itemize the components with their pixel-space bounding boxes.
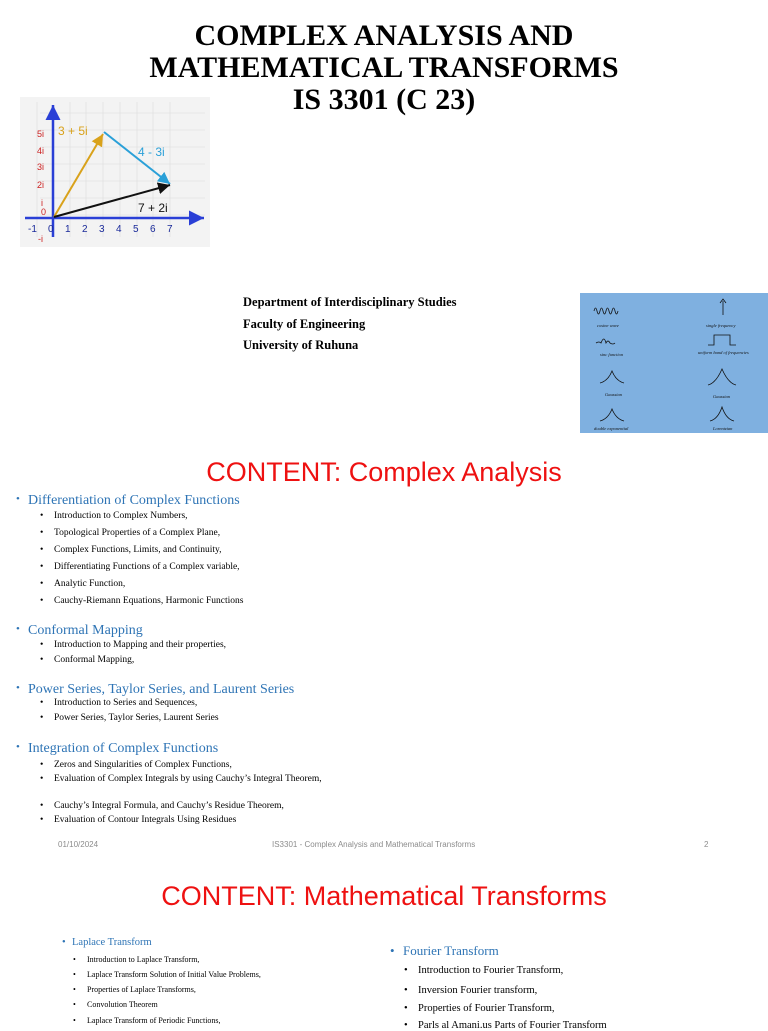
course-title-line-1: COMPLEX ANALYSIS AND <box>194 19 574 52</box>
section-heading-power-series: • Power Series, Taylor Series, and Laurent Series <box>28 682 294 698</box>
x-label-1: 1 <box>65 224 71 235</box>
footer-course: IS3301 - Complex Analysis and Mathematical Transforms <box>272 840 476 849</box>
label-uniform-band: uniform band of frequencies <box>698 350 749 355</box>
label-4-minus-3i: 4 - 3i <box>138 145 165 159</box>
complex-plane-figure <box>20 97 210 247</box>
slide-title: CONTENT: Mathematical Transforms <box>161 881 607 911</box>
course-code: IS 3301 (C 23) <box>292 83 476 116</box>
list-item: • Cauchy-Riemann Equations, Harmonic Functions <box>54 596 354 608</box>
department-name: Department of Interdisciplinary Studies <box>243 295 457 309</box>
x-label-6: 6 <box>150 224 156 235</box>
department-block <box>243 292 457 357</box>
section-heading-fourier: • Fourier Transform <box>403 943 499 959</box>
section-heading-differentiation: • Differentiation of Complex Functions <box>28 493 240 509</box>
section-heading-laplace: • Laplace Transform <box>72 937 152 948</box>
label-7-plus-2i: 7 + 2i <box>138 201 168 215</box>
label-gaussian-right: Gaussian <box>713 394 731 399</box>
list-item: • Properties of Fourier Transform, <box>418 1003 555 1014</box>
footer-date: 01/10/2024 <box>58 840 99 849</box>
label-single-frequency: single frequency <box>706 323 736 328</box>
list-item: • Properties of Laplace Transforms, <box>87 985 196 994</box>
faculty-name: Faculty of Engineering <box>243 316 366 331</box>
x-label-3: 3 <box>99 224 105 235</box>
section-heading-integration: • Integration of Complex Functions <box>28 741 218 757</box>
list-item: • Complex Functions, Limits, and Continuity, <box>54 545 354 557</box>
list-item: • Topological Properties of a Complex Plane, <box>54 528 354 540</box>
content-slide-complex-analysis <box>0 440 768 860</box>
x-label-2: 2 <box>82 224 88 235</box>
label-gaussian-left: Gaussian <box>605 392 623 397</box>
list-item: • Cauchy’s Integral Formula, and Cauchy’s Residue Theorem, <box>54 801 354 813</box>
list-item: • Conformal Mapping, <box>54 655 354 667</box>
y-label-neg-i: -i <box>38 234 43 244</box>
title-slide <box>0 0 768 440</box>
x-label--1: -1 <box>28 224 37 235</box>
list-item: • Introduction to Series and Sequences, <box>54 698 354 710</box>
slide-title: CONTENT: Complex Analysis <box>206 457 562 487</box>
y-label-i: i <box>41 198 43 208</box>
y-label-4i: 4i <box>37 146 45 156</box>
list-item: • Laplace Transform Solution of Initial Value Problems, <box>87 970 261 979</box>
x-label-0: 0 <box>48 224 54 235</box>
content-slide-mathematical-transforms <box>0 860 768 1031</box>
list-item: • Introduction to Complex Numbers, <box>54 511 354 523</box>
y-label-3i: 3i <box>37 162 45 172</box>
list-item: • Introduction to Mapping and their properties, <box>54 640 354 652</box>
x-label-7: 7 <box>167 224 173 235</box>
section-heading-conformal-mapping: • Conformal Mapping <box>28 623 143 639</box>
y-label-2i: 2i <box>37 180 45 190</box>
course-title-line-2: MATHEMATICAL TRANSFORMS <box>149 51 619 84</box>
list-item: • Inversion Fourier transform, <box>418 985 537 996</box>
transform-pairs-figure <box>580 293 768 433</box>
list-item: • Evaluation of Contour Integrals Using Residues <box>54 815 354 827</box>
list-item: • Differentiating Functions of a Complex variable, <box>54 562 354 574</box>
list-item: • Zeros and Singularities of Complex Functions, <box>54 760 354 772</box>
footer-page-number: 2 <box>704 840 709 849</box>
list-item: • Analytic Function, <box>54 579 354 591</box>
list-item: • Introduction to Laplace Transform, <box>87 955 199 964</box>
list-item: • Introduction to Fourier Transform, <box>418 965 563 976</box>
list-item: • Evaluation of Complex Integrals by using Cauchy’s Integral Theorem, <box>54 774 354 786</box>
list-item: • Parls al Amani.us Parts of Fourier Transform <box>418 1020 607 1031</box>
y-label-0: 0 <box>41 207 47 217</box>
university-name: University of Ruhuna <box>243 338 359 352</box>
y-label-5i: 5i <box>37 129 45 139</box>
x-label-5: 5 <box>133 224 139 235</box>
label-3-plus-5i: 3 + 5i <box>58 124 88 138</box>
list-item: • Laplace Transform of Periodic Functions, <box>87 1016 221 1025</box>
list-item: • Power Series, Taylor Series, Laurent Series <box>54 713 354 725</box>
label-double-exponential: double exponential <box>594 426 629 431</box>
label-sinc-function: sinc function <box>600 352 624 357</box>
label-cosine-wave: cosine wave <box>597 323 619 328</box>
label-lorentzian: Lorentzian <box>713 426 733 431</box>
x-label-4: 4 <box>116 224 122 235</box>
list-item: • Convolution Theorem <box>87 1000 158 1009</box>
